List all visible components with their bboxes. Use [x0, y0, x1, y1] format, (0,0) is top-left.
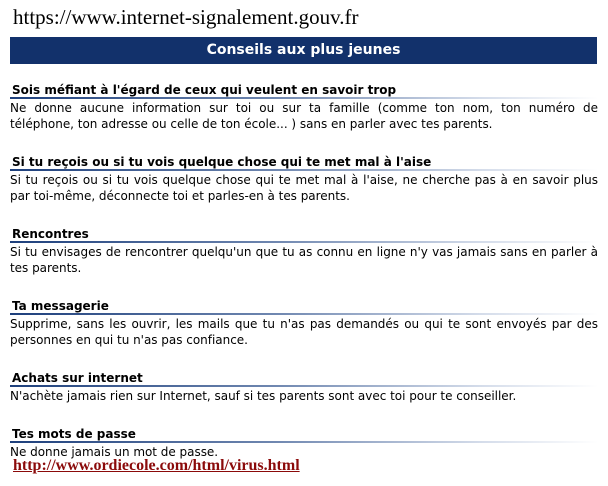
section-mailbox — [10, 298, 598, 348]
section-passwords — [10, 426, 598, 460]
section-privacy — [10, 82, 598, 132]
page-title-banner: Conseils aux plus jeunes — [10, 37, 597, 64]
source-url: https://www.internet-signalement.gouv.fr — [13, 5, 359, 29]
section-text: Si tu envisages de rencontrer quelqu'un que tu as connu en ligne n'y vas jamais sans en parler à tes parents. — [10, 245, 598, 275]
source-link[interactable]: http://www.ordiecole.com/html/virus.html — [13, 457, 300, 474]
advice-list — [10, 82, 598, 460]
section-purchases — [10, 370, 598, 404]
section-discomfort — [10, 154, 598, 204]
section-text: N'achète jamais rien sur Internet, sauf si tes parents sont avec toi pour te conseiller. — [10, 389, 517, 403]
section-title: Si tu reçois ou si tu vois quelque chose qui te met mal à l'aise — [10, 154, 598, 171]
section-title: Ta messagerie — [10, 298, 598, 315]
section-text: Si tu reçois ou si tu vois quelque chose qui te met mal à l'aise, ne cherche pas à en savoir plus par toi-même, déconnecte toi et parles-en à tes parents. — [10, 173, 598, 203]
section-meetings — [10, 226, 598, 276]
section-title: Achats sur internet — [10, 370, 598, 387]
section-title: Tes mots de passe — [10, 426, 598, 443]
section-text: Supprime, sans les ouvrir, les mails que tu n'as pas demandés ou qui te sont envoyés par des personnes en qui tu n'as pas confiance. — [10, 317, 598, 347]
section-text: Ne donne jamais un mot de passe. — [10, 445, 219, 459]
section-title: Sois méfiant à l'égard de ceux qui veulent en savoir trop — [10, 82, 598, 99]
section-title: Rencontres — [10, 226, 598, 243]
section-text: Ne donne aucune information sur toi ou sur ta famille (comme ton nom, ton numéro de téléphone, ton adresse ou celle de ton école... ) sans en parler avec tes parents. — [10, 101, 598, 131]
